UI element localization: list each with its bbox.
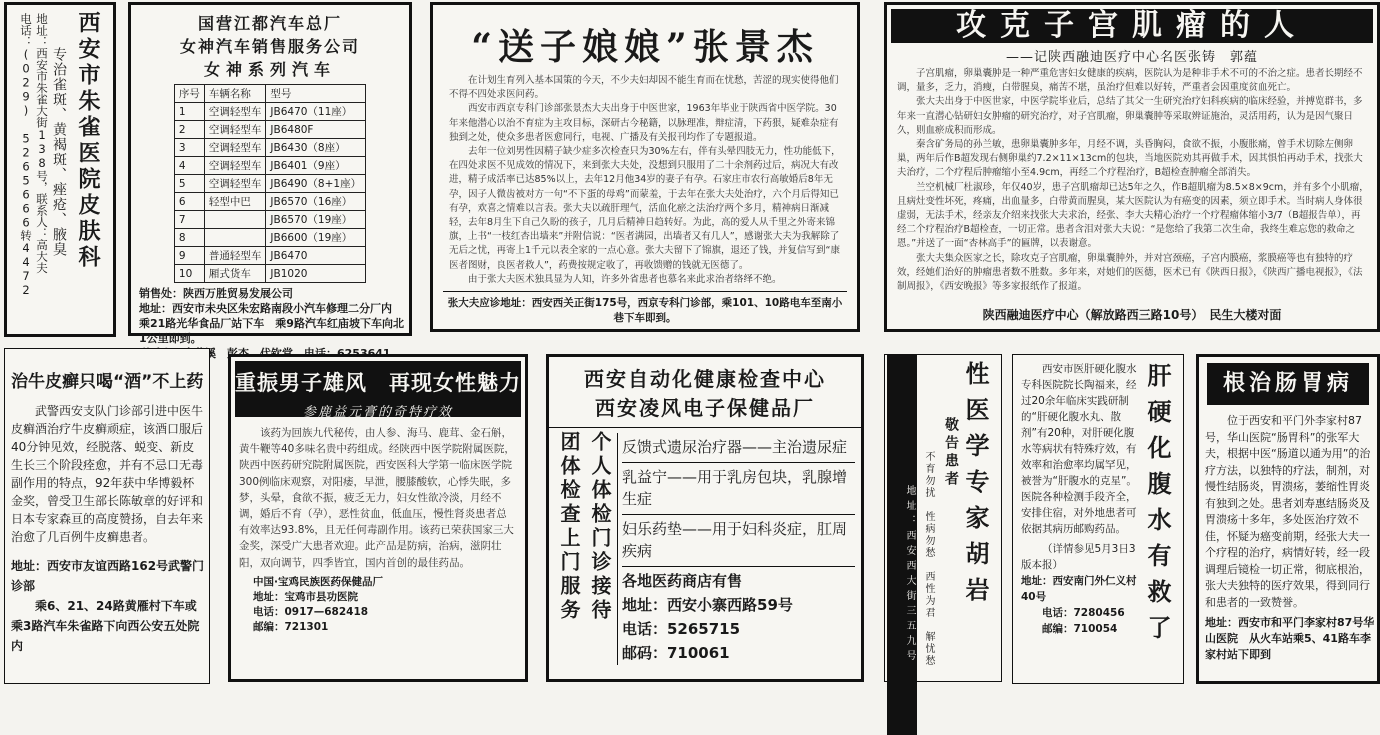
ad-canlu-yiyuan — [228, 354, 528, 682]
table-cell — [204, 229, 266, 247]
table-row — [174, 229, 365, 247]
ad-uterine-fibroid — [884, 2, 1380, 332]
phone-text: 电话：5265715 — [622, 620, 741, 638]
address-text: 地址：西安市友谊西路162号武警门诊部 — [11, 559, 205, 593]
table-cell: 厢式货车 — [204, 265, 266, 283]
table-cell: JB6470（11座） — [266, 103, 366, 121]
table-cell: 2 — [174, 121, 204, 139]
table-header-cell: 序号 — [174, 85, 204, 103]
body-paragraph: 张大夫出身于中医世家，中医学院毕业后，总结了其父一生研究治疗妇科疾病的临床经验，并搏览群书，多年来一直潜心钻研妇女肿瘤的研究治疗，对子宫肌瘤，卵巢囊肿等采取辨证施治，灵活用药，认为是因气聚日久，则血瘀成积而形成。 — [897, 96, 1363, 136]
ad-title: 治牛皮癣只喝“酒”不上药 — [11, 372, 204, 392]
service-column: 个人体检门诊接待 — [588, 431, 612, 623]
table-row — [174, 103, 365, 121]
table-cell: 空调轻型车 — [204, 175, 266, 193]
body-paragraph: 西安市医肝硬化腹水专科医院院长陶福来，经过20余年临床实践研制的“肝硬化腹水丸、散剂”有20种，对肝硬化腹水等病状有特殊疗效，有效率和治愈率均属罕见，被誉为“肝腹水的克星”。医院各种检测手段齐全，安排住宿，对外地患者可依据其病历邮购药品。 — [1021, 363, 1137, 535]
phone-text: 电话：7280456 — [1042, 607, 1125, 619]
table-row — [174, 139, 365, 157]
postcode-text: 邮码：710061 — [622, 644, 730, 662]
ad-sexology-expert — [884, 354, 1002, 682]
product-item: 乳益宁——用于乳房包块，乳腺增生症 — [622, 463, 855, 515]
table-row — [174, 121, 365, 139]
ad-title: 肝硬化腹水有救了 — [1143, 363, 1171, 651]
ad-subtitle: 参鹿益元膏的奇特疗效 — [302, 405, 453, 420]
table-cell: JB6600（19座） — [266, 229, 366, 247]
table-cell: 空调轻型车 — [204, 103, 266, 121]
table-cell: JB6570（16座） — [266, 193, 366, 211]
address-text: 地址：西安市未央区朱宏路南段小汽车修理二分厂内 乘21路光华食品厂站下车 乘9路汽车红庙坡下车向北1公里即到。 — [139, 302, 404, 345]
table-cell — [204, 211, 266, 229]
note-text: 不育勿扰 性病勿愁 西性为君 解忧愁 — [923, 451, 934, 667]
table-row — [174, 211, 365, 229]
table-header-cell: 车辆名称 — [204, 85, 266, 103]
ad-heading: 西安自动化健康检查中心 — [584, 367, 826, 391]
table-cell: 空调轻型车 — [204, 121, 266, 139]
body-paragraph: 子宫肌瘤，卵巢囊肿是一种严重危害妇女健康的疾病，医院认为是种非手术不可的不治之症。患者长期经不调，量多，乏力，消瘦，白带腥臭，痛苦不堪，虽治疗但难以好转，严重者会因重度贫血死亡。 — [897, 68, 1363, 94]
clinic-address: 张大夫应诊地址：西安西关正街175号，西京专科门诊部，乘101、10路电车至南小巷下车即到。 — [443, 291, 847, 325]
table-cell: 1 — [174, 103, 204, 121]
table-row — [174, 157, 365, 175]
address-text: 地址：西安小寨西路59号 — [622, 596, 793, 614]
body-paragraph: 秦含矿务局的孙兰敏，患卵巢囊肿多年，月经不调，头昏胸闷，食欲不振，小腹胀痛，曾手术切除左侧卵巢，两年后作B超发现右侧卵巢约7.2×11×13cm的包块，当地医院劝其再做手术，因其惧怕再动手术，找张大夫治疗，二个疗程后肿瘤缩小至4.9cm，再经二个疗程治疗，B超检查肿瘤全部消失。 — [897, 139, 1363, 179]
phone-text: 电话：(029) 5265666转4472 — [19, 13, 33, 297]
vehicle-table — [174, 84, 366, 283]
ad-subtitle: ——记陕西融迪医疗中心名医张铸 郭蕴 — [1005, 50, 1258, 65]
specialty-text: 专治雀斑、黄褐斑、痤疮、腋臭 — [51, 47, 67, 257]
address-text: 地址：西安南门外仁义村40号 — [1021, 575, 1137, 603]
table-cell: JB6401（9座） — [266, 157, 366, 175]
ad-title: 性医学专家胡岩 — [961, 361, 989, 613]
postcode-text: 邮编：710054 — [1042, 623, 1118, 635]
ad-heading: 女神系列汽车 — [203, 60, 336, 79]
ad-title: 根治肠胃病 — [1207, 363, 1369, 405]
product-item: 反馈式遗尿治疗器——主治遗尿症 — [622, 433, 855, 463]
table-cell: 5 — [174, 175, 204, 193]
body-paragraph: 武警西安支队门诊部引进中医牛皮癣酒治疗牛皮癣顽症，该酒口服后40分钟见效，经脱落、蜕变、新皮生长三个阶段痊愈，并有不忌口无毒副作用的特点，92年获中华博毅杯金奖，曾受卫生部长陈敏章的好评和日本专家森亘的高度赞扬，自去年来治愈了几百例牛皮癣患者。 — [11, 404, 204, 544]
table-cell: JB1020 — [266, 265, 366, 283]
table-cell: 8 — [174, 229, 204, 247]
ad-zhuque-dermatology — [4, 2, 116, 337]
ad-health-check-center — [546, 354, 864, 682]
table-cell: 4 — [174, 157, 204, 175]
ad-gastrointestinal — [1196, 354, 1380, 684]
ad-liver-cirrhosis — [1012, 354, 1184, 684]
clinic-address: 陕西融迪医疗中心（解放路西三路10号） 民生大楼对面 — [982, 308, 1282, 322]
ad-psoriasis-wine — [4, 348, 210, 684]
body-paragraph: 去年一位刘男性因精子缺少症多次检查只为30%左右，伴有头晕四肢无力，性功能低下，在四处求医不见成效的情况下，来到张大夫处，没想到只服用了二十余剂药过后，病况大有改进，精子成活率已达85%以上，去年12月他34岁的妻子有孕。石家庄市农行高敏婚后8年无孕，因子人微齿被对方一句“不下蛋的母鸡”而蒙羞，于去年在张大夫处治疗，六个月后得知已有孕，欢喜之情难以言表。张大夫以疏肝理气，活血化瘀之法治疗两个多月，精神病日渐减轻，去年8月生下自己久盼的孩子，几月后精神日趋转好。为此，高的爱人从千里之外寄来锦旗，上书“一枝红杏出墙来”并附信说：“医者满园，出墙者又有几人”，感谢张大夫为我解除了无后之忧，再寄上1千元以表全家的一点心意。张大夫留下了锦旗，退还了钱，并复信写到“康医者图财，良医者救人”，药费按规定收了，再收馈赠的钱就无医德了。 — [449, 146, 841, 271]
table-cell: JB6470 — [266, 247, 366, 265]
body-paragraph: 西安市西京专科门诊部张景杰大夫出身于中医世家，1963年毕业于陕西省中医学院。30年来他潜心以治不育症为主攻目标，深研古今秘籍，以脉理准，辩症清，下药狠，疑难杂症有独到之处，使众多患者医愈同行，电视、广播及有关报刊均作了专题报道。 — [449, 103, 839, 143]
ad-title: 重振男子雄风 再现女性魅力 — [235, 371, 521, 395]
table-cell: 6 — [174, 193, 204, 211]
table-cell: 7 — [174, 211, 204, 229]
ad-title: “送子娘娘”张景杰 — [471, 26, 819, 68]
bus-directions: 乘6、21、24路黄雁村下车或乘3路汽车朱雀路下向西公安五处院内 — [11, 599, 200, 653]
note-text: （详情参见5月3日3版本报） — [1021, 543, 1136, 571]
ad-heading: 西安凌风电子保健品厂 — [595, 396, 815, 420]
ad-zhang-jingjie — [430, 2, 860, 332]
address-text: 地址：西安市朱雀大街138号，联系人：高大夫 — [35, 13, 49, 274]
table-cell: 空调轻型车 — [204, 139, 266, 157]
table-header-row — [174, 85, 365, 103]
table-cell: 空调轻型车 — [204, 157, 266, 175]
product-item: 妇乐药垫——用于妇科炎症，肛周疾病 — [622, 515, 855, 567]
table-cell: JB6490（8+1座） — [266, 175, 366, 193]
shop-text: 各地医药商店有售 — [622, 572, 743, 590]
address-text: 地址：西安市和平门李家村87号华山医院 从火车站乘5、41路车李家村站下即到 — [1205, 616, 1375, 661]
table-cell: 3 — [174, 139, 204, 157]
body-paragraph: 位于西安和平门外李家村87号，华山医院“肠胃科”的张军大夫，根据中医“肠道以通为用”的治疗方法，以独特的疗法，制剂，对慢性结肠炎，胃溃疡，萎缩性胃炎有独到之处。患者刘寿惠结肠炎及胃溃疡十多年，多处医治疗效不佳，怀疑为癌变前期，经张大夫一个疗程的治疗，病情好转，经一段调理后镜检一切正常，彻底根治，张大夫独特的医疗效果，得到同行和患者的一致赞誉。 — [1205, 414, 1371, 609]
table-cell: 轻型中巴 — [204, 193, 266, 211]
ad-heading: 女神汽车销售服务公司 — [179, 37, 360, 56]
body-paragraph: 兰空机械厂杜淑珍，年仅40岁，患子宫肌瘤却已达5年之久，作B超肌瘤为8.5×8×9cm，并有多个小肌瘤，且病灶变性坏死，疼痛，出血量多，白带黄而腥臭，某大医院认为有癌变的因素，须立即手术。当时病人身体很虚弱，无法手术，经亲友介绍来找张大夫求治，经张、李大夫精心治疗一个疗程瘤体缩小3/7（B超报告单），再经二个疗程治疗B超检查，一切正常。患者含泪对张大夫说：“是您给了我第二次生命，我终生难忘您的救命之恩。”并送了一面“杏林高手”的匾牌，以表谢意。 — [897, 181, 1369, 250]
divider — [549, 427, 861, 428]
body-paragraph: 该药为回族九代秘传，由人参、海马、鹿茸、金石斛，黄牛鞭等40多味名贵中药组成。经陕西中医学院附属医院，陕西中医药研究院附属医院，西安医科大学第一临床医学院300例临床观察，对阳痿，早泄，腰膝酸软，心悸失眠，多梦，头晕，食欲不振，疲乏无力，妇女性欲冷淡，月经不调，婚后不育（孕），恶性贫血，低血压，慢性肾炎患者总有效率达93.8%，且无任何毒副作用。该药已荣获国家三大金奖，深受广大患者欢迎。此产品是防病，治病，滋阴壮阳，双向调节，四季皆宜，国内首创的最佳药品。 — [239, 427, 515, 569]
postcode-text: 邮编：721301 — [253, 620, 329, 633]
table-row — [174, 265, 365, 283]
table-cell: JB6570（19座） — [266, 211, 366, 229]
body-paragraph: 在计划生育列入基本国策的今天，不少夫妇却因不能生育而在忧愁，苦涩的现实使得他们不得不四处求医问药。 — [449, 75, 839, 101]
table-cell: JB6430（8座） — [266, 139, 366, 157]
table-cell: 9 — [174, 247, 204, 265]
table-row — [174, 175, 365, 193]
body-paragraph: 由于张大夫医术独具显为人知，许多外省患者也慕名来此求治者络绎不绝。 — [468, 273, 782, 285]
ad-subtitle: 敬告患者 — [943, 417, 959, 489]
phone-text: 电话：0917—682418 — [253, 605, 369, 618]
ad-nushen-automobile — [128, 2, 412, 345]
table-cell: 10 — [174, 265, 204, 283]
table-row — [174, 247, 365, 265]
table-row — [174, 193, 365, 211]
ad-title: 攻克子宫肌瘤的人 — [891, 9, 1373, 43]
table-cell: 普通轻型车 — [204, 247, 266, 265]
body-paragraph: 张大夫集众医家之长，除攻克子宫肌瘤，卵巢囊肿外，并对宫颈癌，子宫内膜癌，浆膜癌等也有独特的疗效，经她们治好的肿瘤患者数不胜数。多年来，对她们的医德，医术已有《陕西日报》，《陕西广播电视报》，《法制周报》，《西安晚报》等多家报纸作了报道。 — [897, 252, 1363, 293]
service-column: 团体检查上门服务 — [557, 431, 581, 623]
seller-text: 销售处：陕西万胜贸易发展公司 — [139, 287, 293, 300]
maker-text: 中国·宝鸡民族医药保健品厂 — [253, 575, 383, 588]
ad-title: 西安市朱雀医院皮肤科 — [75, 11, 100, 271]
table-header-cell: 型号 — [266, 85, 366, 103]
address-text: 地址：西安西大街三五九号 — [887, 355, 917, 735]
table-cell: JB6480F — [266, 121, 366, 139]
ad-heading: 国营江都汽车总厂 — [197, 14, 342, 33]
address-text: 地址：宝鸡市县功医院 — [253, 590, 358, 603]
